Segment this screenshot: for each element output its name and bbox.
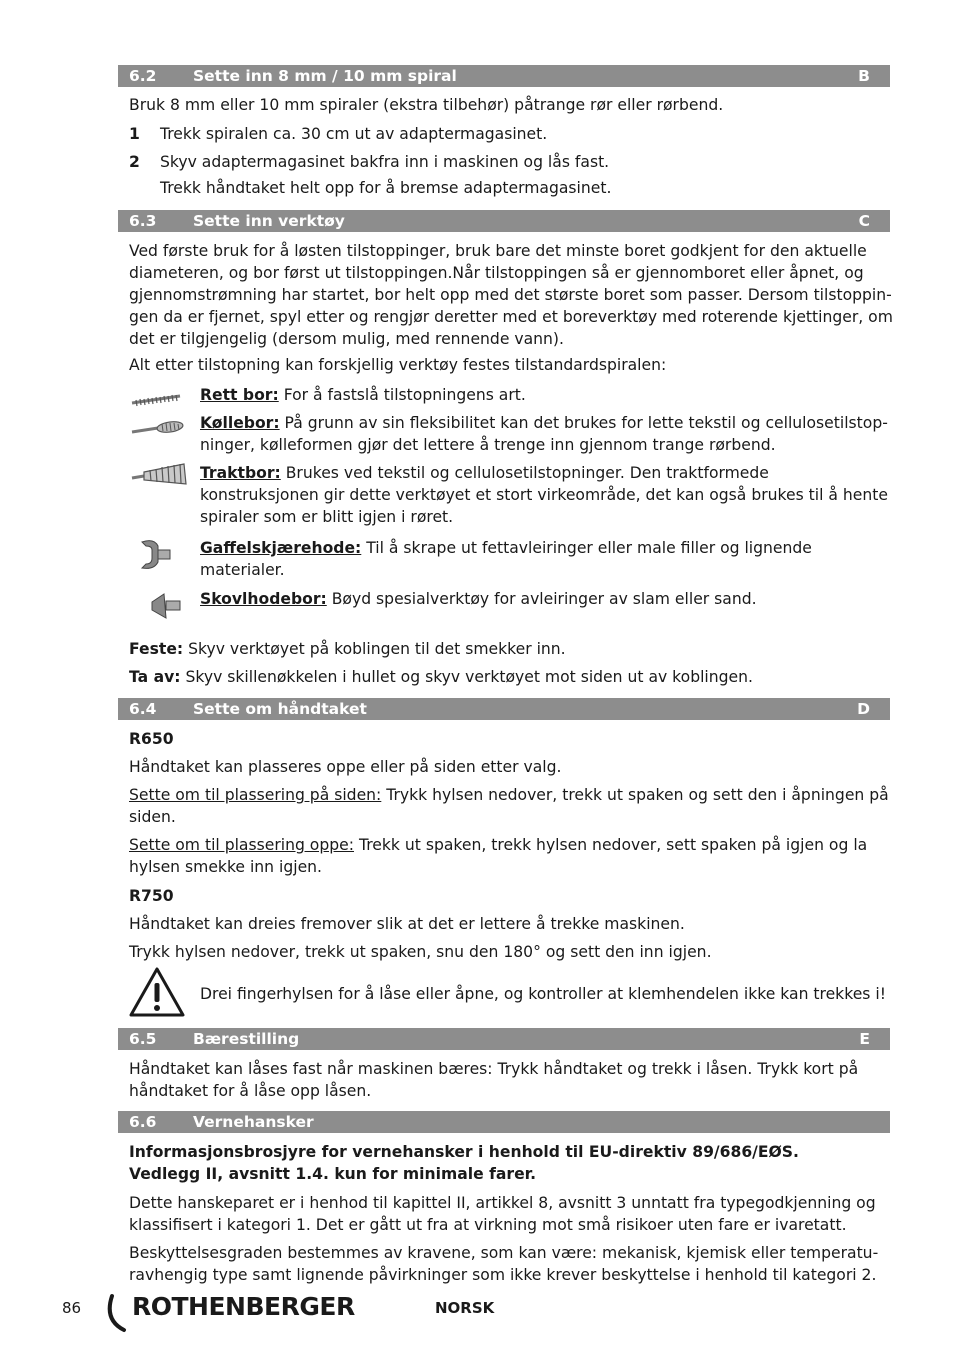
section-title: Sette inn verktøy	[193, 212, 345, 230]
model-label: R650	[129, 730, 174, 748]
tool-desc: For å fastslå tilstopningens art.	[278, 386, 526, 404]
section-title: Sette inn 8 mm / 10 mm spiral	[193, 67, 457, 85]
bold-line: Informasjonsbrosjyre for vernehansker i henhold til EU-direktiv 89/686/EØS.	[129, 1143, 799, 1161]
paragraph-line: Håndtaket kan dreies fremover slik at det er lettere å trekke maskinen.	[129, 915, 685, 933]
tool-entry	[200, 384, 890, 406]
remove-line	[129, 666, 889, 688]
section-number: 6.5	[129, 1030, 157, 1048]
paragraph-line: Beskyttelsesgraden bestemmes av kravene, som kan være: mekanisk, kjemisk eller temperatu-	[129, 1244, 879, 1262]
funnel-drill-icon	[128, 460, 188, 490]
side-text: Trykk hylsen nedover, trekk ut spaken og sett den i åpningen på siden.	[129, 786, 889, 826]
paragraph-line: Alt etter tilstopning kan forskjellig verktøy festes tilstandardspiralen:	[129, 356, 667, 374]
section-header-6-4	[118, 698, 890, 720]
section-title: Bærestilling	[193, 1030, 300, 1048]
figure-ref: D	[857, 700, 870, 718]
tool-term: Traktbor:	[200, 464, 281, 482]
side-label: Sette om til plassering på siden:	[129, 786, 382, 804]
side-placement	[129, 784, 889, 828]
paragraph-line: klassifisert i kategori 1. Det er gått ut fra at virkning mot små risikoer uten fare er ivaretatt.	[129, 1216, 847, 1234]
straight-drill-icon	[128, 388, 184, 410]
step-text: Trekk spiralen ca. 30 cm ut av adaptermagasinet.	[160, 125, 548, 143]
intro-text: Bruk 8 mm eller 10 mm spiraler (ekstra tilbehør) påtrange rør eller rørbend.	[129, 96, 724, 114]
tool-desc: På grunn av sin fleksibilitet kan det brukes for lette tekstil og cellulosetilstop-ninger, kølleformen gjør det lettere å trenge inn gjennom trange rørbend.	[200, 414, 888, 454]
model-label: R750	[129, 887, 174, 905]
attach-term: Feste:	[129, 640, 184, 658]
blade-head-icon	[146, 588, 186, 624]
paragraph-line: Håndtaket kan plasseres oppe eller på siden etter valg.	[129, 758, 562, 776]
section-header-6-5	[118, 1028, 890, 1050]
figure-ref: C	[858, 212, 870, 230]
tool-desc: Til å skrape ut fettavleiringer eller male filler og lignende materialer.	[200, 539, 812, 579]
section-number: 6.2	[129, 67, 157, 85]
section-header-6-3	[118, 210, 890, 232]
warning-icon	[128, 966, 186, 1018]
tool-entry	[200, 412, 890, 456]
brand-name: ROTHENBERGER	[132, 1292, 355, 1321]
paragraph-line: det er tilgjengelig (dersom mulig, med rennende vann).	[129, 330, 564, 348]
paragraph-line: Trykk hylsen nedover, trekk ut spaken, snu den 180° og sett den inn igjen.	[129, 943, 712, 961]
figure-ref: E	[859, 1030, 870, 1048]
tool-entry	[200, 462, 890, 528]
figure-ref: B	[858, 67, 870, 85]
paragraph-line: håndtaket for å låse opp låsen.	[129, 1082, 372, 1100]
paragraph-line: ravhengig type samt lignende påvirkninger som ikke krever beskyttelse i henhold til kategori 2.	[129, 1266, 877, 1284]
section-number: 6.6	[129, 1113, 157, 1131]
page-number: 86	[62, 1299, 82, 1317]
paragraph-line: gen da er fjernet, spyl etter og rengjør deretter med et boreverktøy med roterende kjettinger, om	[129, 308, 893, 326]
remove-text: Skyv skillenøkkelen i hullet og skyv verktøyet mot siden ut av koblingen.	[180, 668, 753, 686]
tool-term: Gaffelskjærehode:	[200, 539, 362, 557]
step-number: 1	[129, 125, 140, 143]
tool-entry	[200, 537, 890, 581]
attach-line	[129, 638, 889, 660]
tool-term: Rett bor:	[200, 386, 279, 404]
paragraph-line: gjennomstrømning har startet, bor helt opp med det største boret som passer. Dersom tilstoppin-	[129, 286, 892, 304]
section-header-6-2	[118, 65, 890, 87]
section-number: 6.4	[129, 700, 157, 718]
step-text: Trekk håndtaket helt opp for å bremse adaptermagasinet.	[160, 179, 612, 197]
brand-logo	[102, 1290, 362, 1336]
tool-desc: Bøyd spesialverktøy for avleiringer av slam eller sand.	[326, 590, 757, 608]
top-text: Trekk ut spaken, trekk hylsen nedover, sett spaken på igjen og la hylsen smekke inn igjen.	[129, 836, 868, 876]
step-text: Skyv adaptermagasinet bakfra inn i maskinen og lås fast.	[160, 153, 610, 171]
tool-entry	[200, 588, 890, 610]
section-header-6-6	[118, 1111, 890, 1133]
fork-cutter-icon	[136, 536, 176, 574]
section-title: Sette om håndtaket	[193, 700, 367, 718]
warning-text: Drei fingerhylsen for å låse eller åpne, og kontroller at klemhendelen ikke kan trekkes i!	[200, 985, 886, 1003]
language-label: NORSK	[435, 1299, 495, 1317]
paragraph-line: Håndtaket kan låses fast når maskinen bæres: Trykk håndtaket og trekk i låsen. Trykk kort på	[129, 1060, 859, 1078]
paragraph-line: Ved første bruk for å løsten tilstoppinger, bruk bare det minste boret godkjent for den aktuelle	[129, 242, 867, 260]
attach-text: Skyv verktøyet på koblingen til det smekker inn.	[183, 640, 566, 658]
section-title: Vernehansker	[193, 1113, 314, 1131]
paragraph-line: Dette hanskeparet er i henhod til kapittel II, artikkel 8, avsnitt 3 unntatt fra typegodkjenning og	[129, 1194, 876, 1212]
tool-desc: Brukes ved tekstil og cellulosetilstopninger. Den traktformede konstruksjonen gir dette verktøyet et stort virkeområde, det kan også brukes til å hente spiraler som er blitt igjen i røret.	[200, 464, 888, 526]
step-number: 2	[129, 153, 140, 171]
bold-line: Vedlegg II, avsnitt 1.4. kun for minimale farer.	[129, 1165, 537, 1183]
top-placement	[129, 834, 889, 878]
tool-term: Skovlhodebor:	[200, 590, 327, 608]
section-number: 6.3	[129, 212, 157, 230]
bulb-drill-icon	[128, 416, 186, 440]
remove-term: Ta av:	[129, 668, 181, 686]
paragraph-line: diameteren, og bor først ut tilstoppingen.Når tilstoppingen så er gjennomboret eller åpnet, og	[129, 264, 864, 282]
tool-term: Køllebor:	[200, 414, 280, 432]
top-label: Sette om til plassering oppe:	[129, 836, 354, 854]
